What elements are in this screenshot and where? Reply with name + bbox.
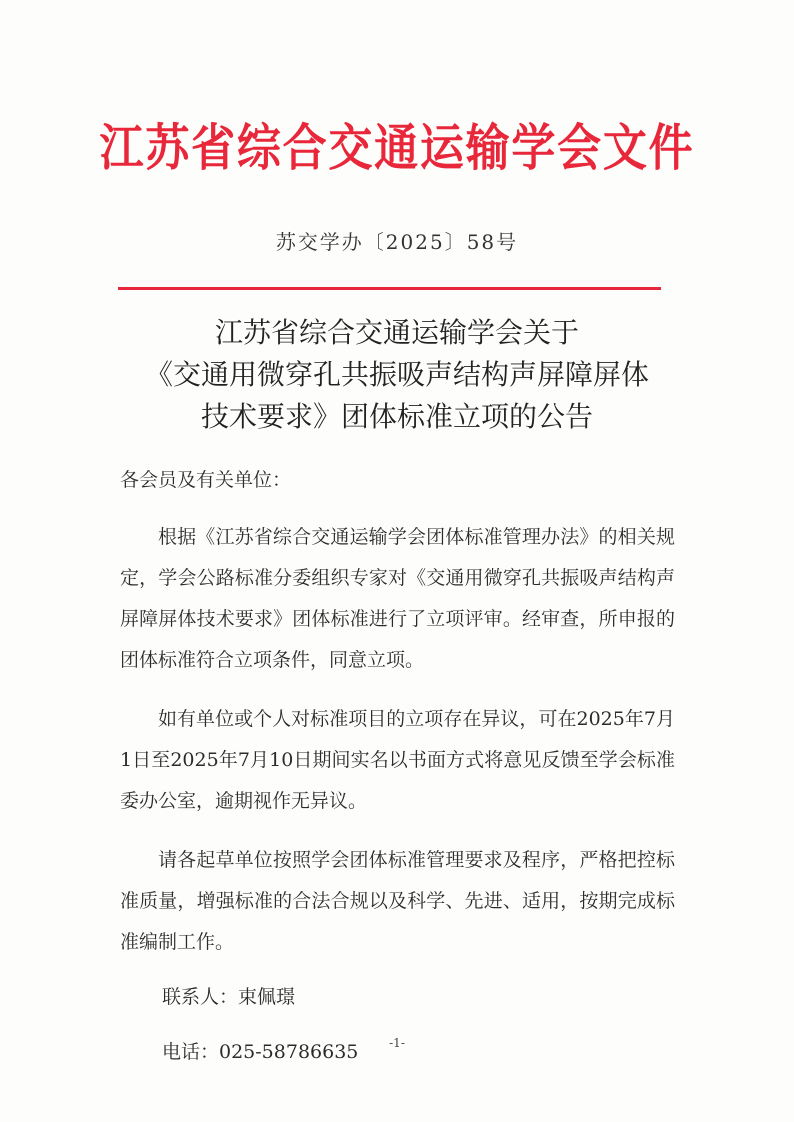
salutation: 各会员及有关单位：	[120, 469, 292, 491]
red-divider-line	[118, 287, 661, 290]
paragraph-objection: 如有单位或个人对标准项目的立项存在异议，可在2025年7月1日至2025年7月10日期间实名以书面方式将意见反馈至学会标准委办公室，逾期视作无异议。	[120, 708, 675, 812]
masthead-title: 江苏省综合交通运输学会文件	[99, 119, 695, 177]
paragraph-approval: 根据《江苏省综合交通运输学会团体标准管理办法》的相关规定，学会公路标准分委组织专家对《交通用微穿孔共振吸声结构声屏障屏体技术要求》团体标准进行了立项评审。经审查，所申报的团体标准符合立项条件，同意立项。	[120, 526, 675, 671]
announcement-title	[0, 312, 794, 438]
page-number: -1-	[389, 1036, 405, 1050]
title-line-2: 《交通用微穿孔共振吸声结构声屏障屏体	[144, 358, 649, 391]
contact-block	[120, 977, 675, 1073]
paragraph-requirements: 请各起草单位按照学会团体标准管理要求及程序，严格把控标准质量，增强标准的合法合规以及科学、先进、适用，按期完成标准编制工作。	[120, 849, 675, 953]
document-number: 苏交学办〔2025〕58号	[275, 230, 519, 254]
title-line-1: 江苏省综合交通运输学会关于	[214, 316, 579, 349]
announcement-body	[120, 460, 675, 1073]
contact-phone: 电话：025-58786635	[162, 1041, 359, 1063]
title-line-3: 技术要求》团体标准立项的公告	[200, 400, 593, 433]
contact-person: 联系人：束佩璟	[162, 986, 296, 1008]
